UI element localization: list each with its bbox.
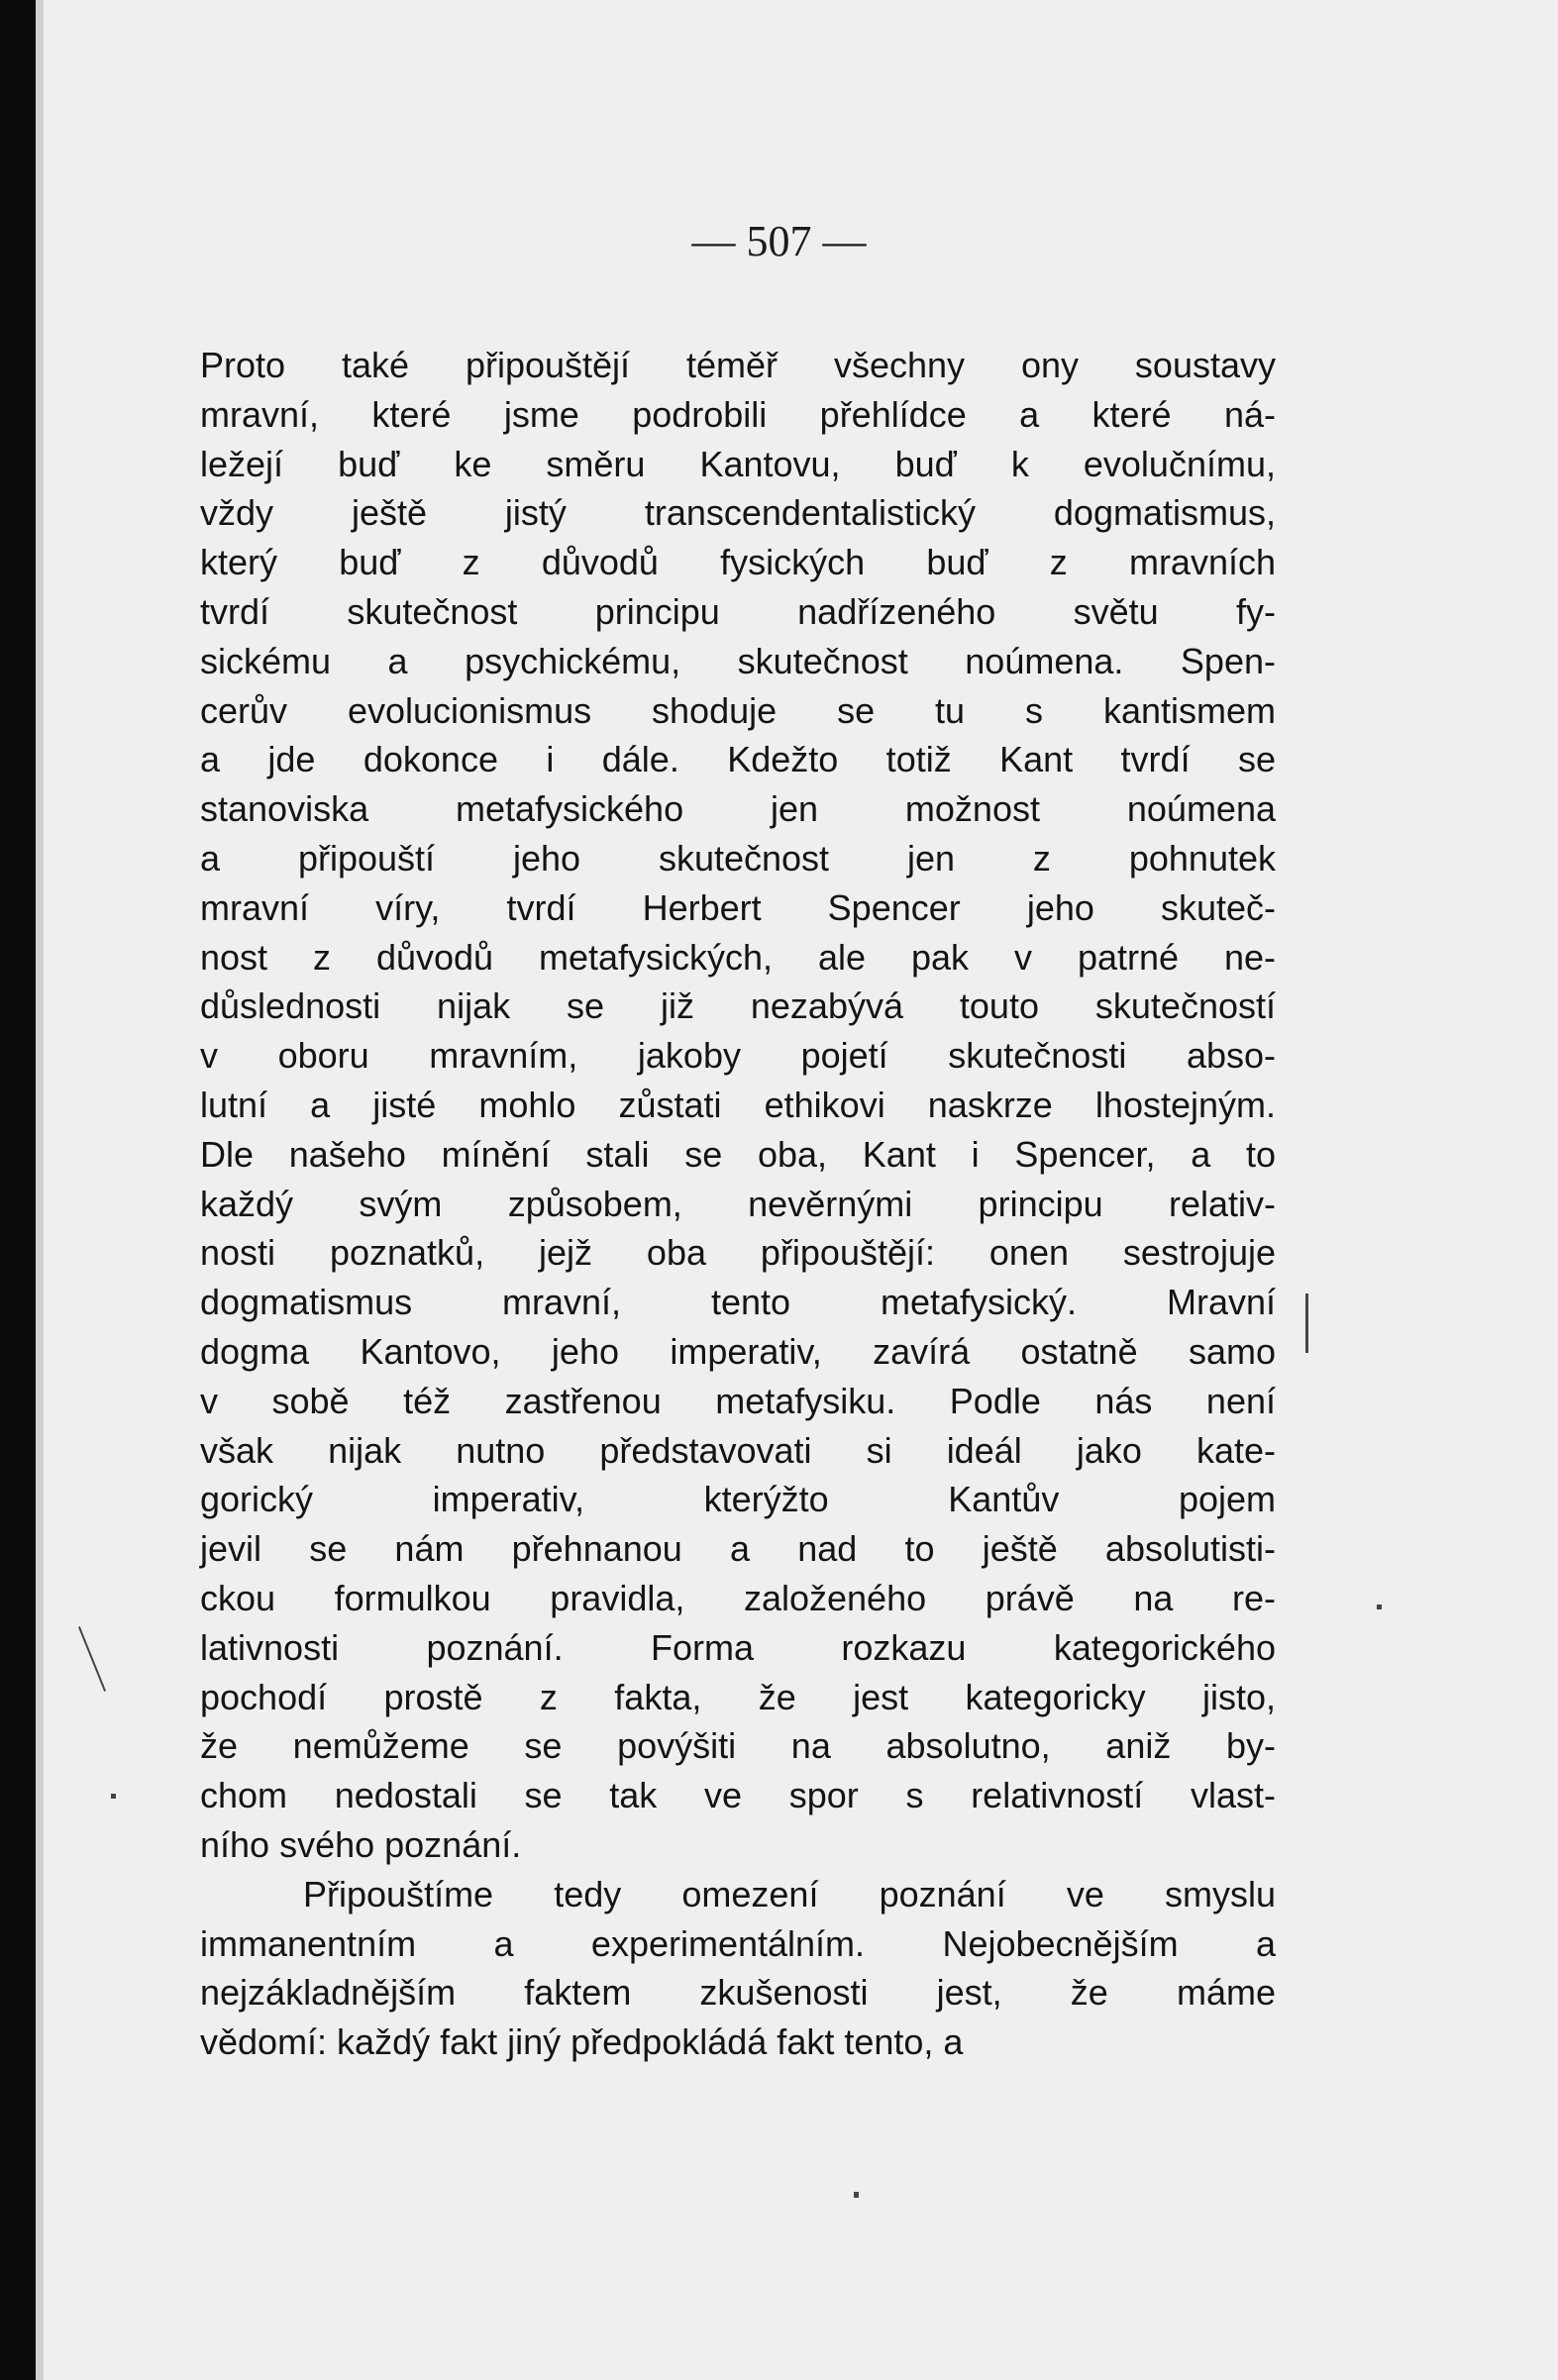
text-line: dogma Kantovo, jeho imperativ, zavírá ostatně samo bbox=[200, 1330, 1276, 1372]
text-line: gorický imperativ, kterýžto Kantův pojem bbox=[200, 1479, 1276, 1520]
text-line: jevil se nám přehnanou a nad to ještě absolutisti- bbox=[200, 1528, 1276, 1570]
scan-speck bbox=[1377, 1604, 1382, 1609]
text-line: Připouštíme tedy omezení poznání ve smyslu bbox=[303, 1873, 1276, 1914]
text-line: mravní, které jsme podrobili přehlídce a které ná- bbox=[200, 393, 1276, 435]
text-line: nost z důvodů metafysických, ale pak v patrné ne- bbox=[200, 936, 1276, 978]
text-line: vždy ještě jistý transcendentalistický dogmatismus, bbox=[200, 492, 1276, 534]
scan-speck bbox=[854, 2192, 859, 2198]
scan-speck bbox=[111, 1794, 116, 1799]
body-text bbox=[200, 341, 1276, 2067]
text-line: chom nedostali se tak ve spor s relativností vlast- bbox=[200, 1775, 1276, 1816]
text-line: Dle našeho mínění stali se oba, Kant i Spencer, a to bbox=[200, 1133, 1276, 1175]
text-line: a připouští jeho skutečnost jen z pohnutek bbox=[200, 837, 1276, 879]
text-line: tvrdí skutečnost principu nadřízeného světu fy- bbox=[200, 590, 1276, 632]
text-line: Proto také připouštějí téměř všechny ony soustavy bbox=[200, 345, 1276, 385]
text-line: nosti poznatků, jejž oba připouštějí: onen sestrojuje bbox=[200, 1232, 1276, 1274]
text-line: však nijak nutno představovati si ideál jako kate- bbox=[200, 1429, 1276, 1471]
text-line: mravní víry, tvrdí Herbert Spencer jeho skuteč- bbox=[200, 886, 1276, 928]
text-line: vědomí: každý fakt jiný předpokládá fakt tento, a bbox=[200, 2021, 964, 2063]
text-line: který buď z důvodů fysických buď z mravních bbox=[200, 542, 1276, 583]
text-line: ležejí buď ke směru Kantovu, buď k evolučnímu, bbox=[200, 443, 1276, 484]
scan-speck bbox=[1305, 1293, 1308, 1353]
binding-gutter bbox=[36, 0, 44, 2380]
text-line: stanoviska metafysického jen možnost noúmena bbox=[200, 788, 1276, 830]
text-line: že nemůžeme se povýšiti na absolutno, aniž by- bbox=[200, 1725, 1276, 1767]
text-line: důslednosti nijak se již nezabývá touto skutečností bbox=[200, 985, 1276, 1027]
text-line: lutní a jisté mohlo zůstati ethikovi naskrze lhostejným. bbox=[200, 1084, 1276, 1125]
text-line: sickému a psychickému, skutečnost noúmena. Spen- bbox=[200, 640, 1276, 681]
text-line: každý svým způsobem, nevěrnými principu relativ- bbox=[200, 1183, 1276, 1224]
text-line: ního svého poznání. bbox=[200, 1823, 522, 1865]
text-line: v oboru mravním, jakoby pojetí skutečnosti abso- bbox=[200, 1035, 1276, 1077]
text-line: pochodí prostě z fakta, že jest kategoricky jisto, bbox=[200, 1676, 1276, 1717]
text-line: lativnosti poznání. Forma rozkazu kategorického bbox=[200, 1626, 1276, 1668]
text-line: nejzákladnějším faktem zkušenosti jest, že máme bbox=[200, 1972, 1276, 2014]
binding-edge bbox=[0, 0, 36, 2380]
text-line: dogmatismus mravní, tento metafysický. Mravní bbox=[200, 1282, 1276, 1323]
text-line: immanentním a experimentálním. Nejobecnějším a bbox=[200, 1922, 1276, 1964]
text-line: cerův evolucionismus shoduje se tu s kantismem bbox=[200, 689, 1276, 731]
text-line: ckou formulkou pravidla, založeného právě na re- bbox=[200, 1577, 1276, 1618]
text-line: a jde dokonce i dále. Kdežto totiž Kant tvrdí se bbox=[200, 739, 1276, 780]
text-line: v sobě též zastřenou metafysiku. Podle nás není bbox=[200, 1380, 1276, 1421]
page-number: — 507 — bbox=[691, 217, 867, 265]
